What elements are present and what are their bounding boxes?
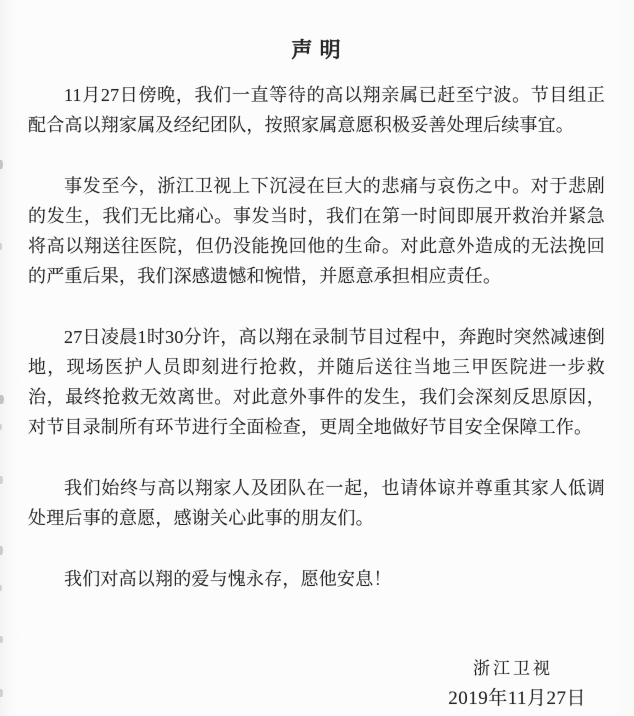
scan-smudge <box>0 160 3 169</box>
page-title: 声 明 <box>291 38 342 62</box>
scan-smudge <box>0 395 4 404</box>
scan-smudge <box>0 546 3 555</box>
statement-paragraph-4: 我们始终与高以翔家人及团队在一起，也请体谅并尊重其家人低调处理后事的意愿，感谢关心此事的朋友们。 <box>28 478 605 528</box>
signature-block <box>28 654 605 714</box>
statement-paragraph-5: 我们对高以翔的爱与愧永存，愿他安息！ <box>64 569 392 589</box>
scan-smudge <box>0 243 2 250</box>
scan-smudge <box>0 689 3 697</box>
signature-date: 2019年11月27日 <box>448 688 586 709</box>
scan-smudge <box>0 636 3 643</box>
scan-smudge <box>0 424 2 430</box>
statement-paragraph-3: 27日凌晨1时30分许，高以翔在录制节目过程中，奔跑时突然减速倒地，现场医护人员即刻进行抢救，并随后送往当地三甲医院进一步救治，最终抢救无效离世。对此意外事件的发生，我们会深刻反思原因，对节目录制所有环节进行全面检查，更周全地做好节目安全保障工作。 <box>28 327 605 437</box>
signature-name: 浙江卫视 <box>473 659 553 678</box>
statement-paragraph-1: 11月27日傍晚，我们一直等待的高以翔亲属已赶至宁波。节目组正配合高以翔家属及经纪团队，按照家属意愿积极妥善处理后续事宜。 <box>28 85 605 135</box>
statement-paragraph-2: 事发至今，浙江卫视上下沉浸在巨大的悲痛与哀伤之中。对于悲剧的发生，我们无比痛心。事发当时，我们在第一时间即展开救治并紧急将高以翔送往医院，但仍没能挽回他的生命。对此意外造成的无法挽回的严重后果，我们深感遗憾和惋惜，并愿意承担相应责任。 <box>28 176 605 286</box>
scan-smudge <box>0 585 2 591</box>
scan-smudge <box>0 476 3 484</box>
